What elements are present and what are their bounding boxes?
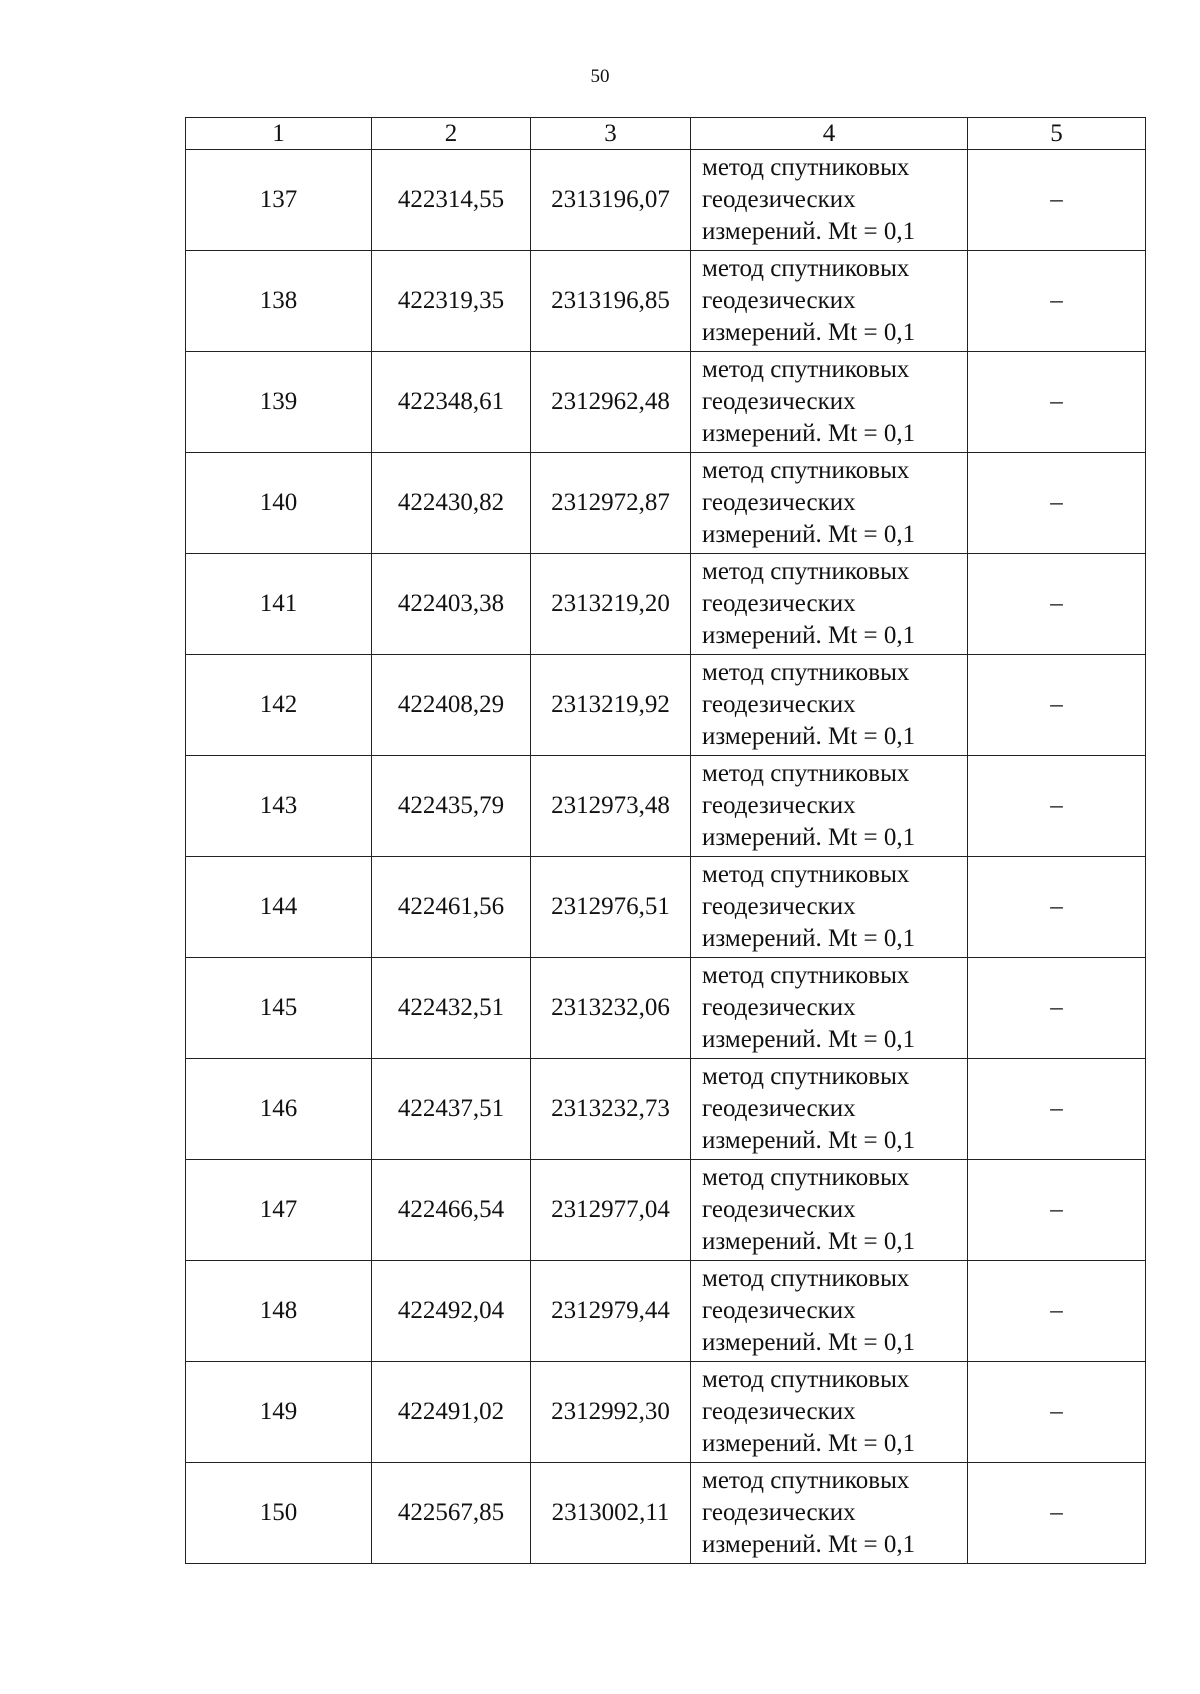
method-line-3: измерений. Mt = 0,1 bbox=[702, 1531, 916, 1558]
table-row bbox=[186, 352, 1146, 453]
table-row bbox=[186, 655, 1146, 756]
point-number: 148 bbox=[186, 1261, 372, 1362]
method-description bbox=[691, 756, 968, 857]
note-cell: – bbox=[968, 655, 1146, 756]
method-line-3: измерений. Mt = 0,1 bbox=[702, 1026, 916, 1053]
table-row bbox=[186, 1059, 1146, 1160]
point-number: 145 bbox=[186, 958, 372, 1059]
coordinate-x: 422567,85 bbox=[372, 1463, 531, 1564]
method-line-1: метод спутниковых bbox=[702, 1366, 910, 1393]
method-description bbox=[691, 554, 968, 655]
coordinate-y: 2313219,20 bbox=[531, 554, 691, 655]
table-row bbox=[186, 1160, 1146, 1261]
coordinate-y: 2313219,92 bbox=[531, 655, 691, 756]
method-line-1: метод спутниковых bbox=[702, 760, 910, 787]
coordinate-y: 2313232,06 bbox=[531, 958, 691, 1059]
coordinate-x: 422314,55 bbox=[372, 150, 531, 251]
point-number: 141 bbox=[186, 554, 372, 655]
point-number: 149 bbox=[186, 1362, 372, 1463]
point-number: 140 bbox=[186, 453, 372, 554]
method-line-2: геодезических bbox=[702, 1499, 856, 1526]
table-row bbox=[186, 756, 1146, 857]
coordinate-x: 422491,02 bbox=[372, 1362, 531, 1463]
coordinate-y: 2313002,11 bbox=[531, 1463, 691, 1564]
coordinate-y: 2312973,48 bbox=[531, 756, 691, 857]
method-line-1: метод спутниковых bbox=[702, 1467, 910, 1494]
page-number: 50 bbox=[590, 66, 610, 87]
coordinate-x: 422403,38 bbox=[372, 554, 531, 655]
method-line-2: геодезических bbox=[702, 186, 856, 213]
method-description bbox=[691, 1463, 968, 1564]
coordinate-y: 2313196,85 bbox=[531, 251, 691, 352]
coordinate-y: 2312992,30 bbox=[531, 1362, 691, 1463]
coordinate-x: 422492,04 bbox=[372, 1261, 531, 1362]
point-number: 147 bbox=[186, 1160, 372, 1261]
method-line-3: измерений. Mt = 0,1 bbox=[702, 521, 916, 548]
note-cell: – bbox=[968, 1362, 1146, 1463]
method-description bbox=[691, 1059, 968, 1160]
note-cell: – bbox=[968, 554, 1146, 655]
method-description bbox=[691, 1261, 968, 1362]
method-line-2: геодезических bbox=[702, 691, 856, 718]
note-cell: – bbox=[968, 352, 1146, 453]
method-line-2: геодезических bbox=[702, 489, 856, 516]
method-line-3: измерений. Mt = 0,1 bbox=[702, 723, 916, 750]
coordinate-y: 2313196,07 bbox=[531, 150, 691, 251]
point-number: 146 bbox=[186, 1059, 372, 1160]
table-row bbox=[186, 251, 1146, 352]
table-row bbox=[186, 1463, 1146, 1564]
method-line-1: метод спутниковых bbox=[702, 1063, 910, 1090]
table-row bbox=[186, 453, 1146, 554]
coordinate-x: 422430,82 bbox=[372, 453, 531, 554]
coordinate-y: 2313232,73 bbox=[531, 1059, 691, 1160]
method-description bbox=[691, 857, 968, 958]
coordinate-x: 422435,79 bbox=[372, 756, 531, 857]
point-number: 142 bbox=[186, 655, 372, 756]
note-cell: – bbox=[968, 857, 1146, 958]
method-line-3: измерений. Mt = 0,1 bbox=[702, 1329, 916, 1356]
method-line-3: измерений. Mt = 0,1 bbox=[702, 319, 916, 346]
method-line-1: метод спутниковых bbox=[702, 457, 910, 484]
method-line-2: геодезических bbox=[702, 1095, 856, 1122]
coordinate-x: 422319,35 bbox=[372, 251, 531, 352]
note-cell: – bbox=[968, 251, 1146, 352]
note-cell: – bbox=[968, 150, 1146, 251]
method-line-3: измерений. Mt = 0,1 bbox=[702, 824, 916, 851]
header-row bbox=[186, 118, 1146, 150]
method-line-2: геодезических bbox=[702, 994, 856, 1021]
table-row bbox=[186, 857, 1146, 958]
method-line-3: измерений. Mt = 0,1 bbox=[702, 622, 916, 649]
method-line-1: метод спутниковых bbox=[702, 861, 910, 888]
method-line-2: геодезических bbox=[702, 893, 856, 920]
method-description bbox=[691, 1160, 968, 1261]
coordinates-table bbox=[185, 117, 1146, 1564]
note-cell: – bbox=[968, 453, 1146, 554]
method-description bbox=[691, 150, 968, 251]
method-line-3: измерений. Mt = 0,1 bbox=[702, 1430, 916, 1457]
method-line-1: метод спутниковых bbox=[702, 1164, 910, 1191]
method-line-1: метод спутниковых bbox=[702, 255, 910, 282]
method-description bbox=[691, 1362, 968, 1463]
table-row bbox=[186, 554, 1146, 655]
point-number: 139 bbox=[186, 352, 372, 453]
table-body bbox=[186, 150, 1146, 1564]
coordinate-x: 422461,56 bbox=[372, 857, 531, 958]
method-line-3: измерений. Mt = 0,1 bbox=[702, 218, 916, 245]
method-line-3: измерений. Mt = 0,1 bbox=[702, 1228, 916, 1255]
table-row bbox=[186, 1362, 1146, 1463]
method-line-2: геодезических bbox=[702, 1196, 856, 1223]
note-cell: – bbox=[968, 1463, 1146, 1564]
point-number: 150 bbox=[186, 1463, 372, 1564]
coordinate-x: 422466,54 bbox=[372, 1160, 531, 1261]
method-line-1: метод спутниковых bbox=[702, 659, 910, 686]
table-row bbox=[186, 150, 1146, 251]
method-line-2: геодезических bbox=[702, 388, 856, 415]
note-cell: – bbox=[968, 1160, 1146, 1261]
method-line-2: геодезических bbox=[702, 287, 856, 314]
note-cell: – bbox=[968, 1059, 1146, 1160]
point-number: 137 bbox=[186, 150, 372, 251]
method-description bbox=[691, 251, 968, 352]
coordinate-y: 2312962,48 bbox=[531, 352, 691, 453]
method-description bbox=[691, 655, 968, 756]
header-col-1: 1 bbox=[186, 118, 372, 150]
method-line-2: геодезических bbox=[702, 590, 856, 617]
method-line-1: метод спутниковых bbox=[702, 1265, 910, 1292]
coordinate-x: 422408,29 bbox=[372, 655, 531, 756]
method-line-1: метод спутниковых bbox=[702, 356, 910, 383]
method-line-1: метод спутниковых bbox=[702, 154, 910, 181]
header-col-2: 2 bbox=[372, 118, 531, 150]
method-line-3: измерений. Mt = 0,1 bbox=[702, 1127, 916, 1154]
coordinate-y: 2312972,87 bbox=[531, 453, 691, 554]
note-cell: – bbox=[968, 958, 1146, 1059]
coordinate-y: 2312979,44 bbox=[531, 1261, 691, 1362]
method-description bbox=[691, 958, 968, 1059]
method-line-1: метод спутниковых bbox=[702, 962, 910, 989]
header-col-3: 3 bbox=[531, 118, 691, 150]
coordinate-x: 422432,51 bbox=[372, 958, 531, 1059]
coordinate-y: 2312977,04 bbox=[531, 1160, 691, 1261]
note-cell: – bbox=[968, 756, 1146, 857]
note-cell: – bbox=[968, 1261, 1146, 1362]
header-col-5: 5 bbox=[968, 118, 1146, 150]
method-line-3: измерений. Mt = 0,1 bbox=[702, 925, 916, 952]
method-description bbox=[691, 453, 968, 554]
method-line-2: геодезических bbox=[702, 792, 856, 819]
method-line-3: измерений. Mt = 0,1 bbox=[702, 420, 916, 447]
table-header bbox=[186, 118, 1146, 150]
method-line-2: геодезических bbox=[702, 1398, 856, 1425]
method-description bbox=[691, 352, 968, 453]
table-row bbox=[186, 1261, 1146, 1362]
point-number: 144 bbox=[186, 857, 372, 958]
coordinate-y: 2312976,51 bbox=[531, 857, 691, 958]
point-number: 138 bbox=[186, 251, 372, 352]
table-row bbox=[186, 958, 1146, 1059]
method-line-1: метод спутниковых bbox=[702, 558, 910, 585]
point-number: 143 bbox=[186, 756, 372, 857]
coordinate-x: 422437,51 bbox=[372, 1059, 531, 1160]
coordinate-x: 422348,61 bbox=[372, 352, 531, 453]
header-col-4: 4 bbox=[691, 118, 968, 150]
method-line-2: геодезических bbox=[702, 1297, 856, 1324]
